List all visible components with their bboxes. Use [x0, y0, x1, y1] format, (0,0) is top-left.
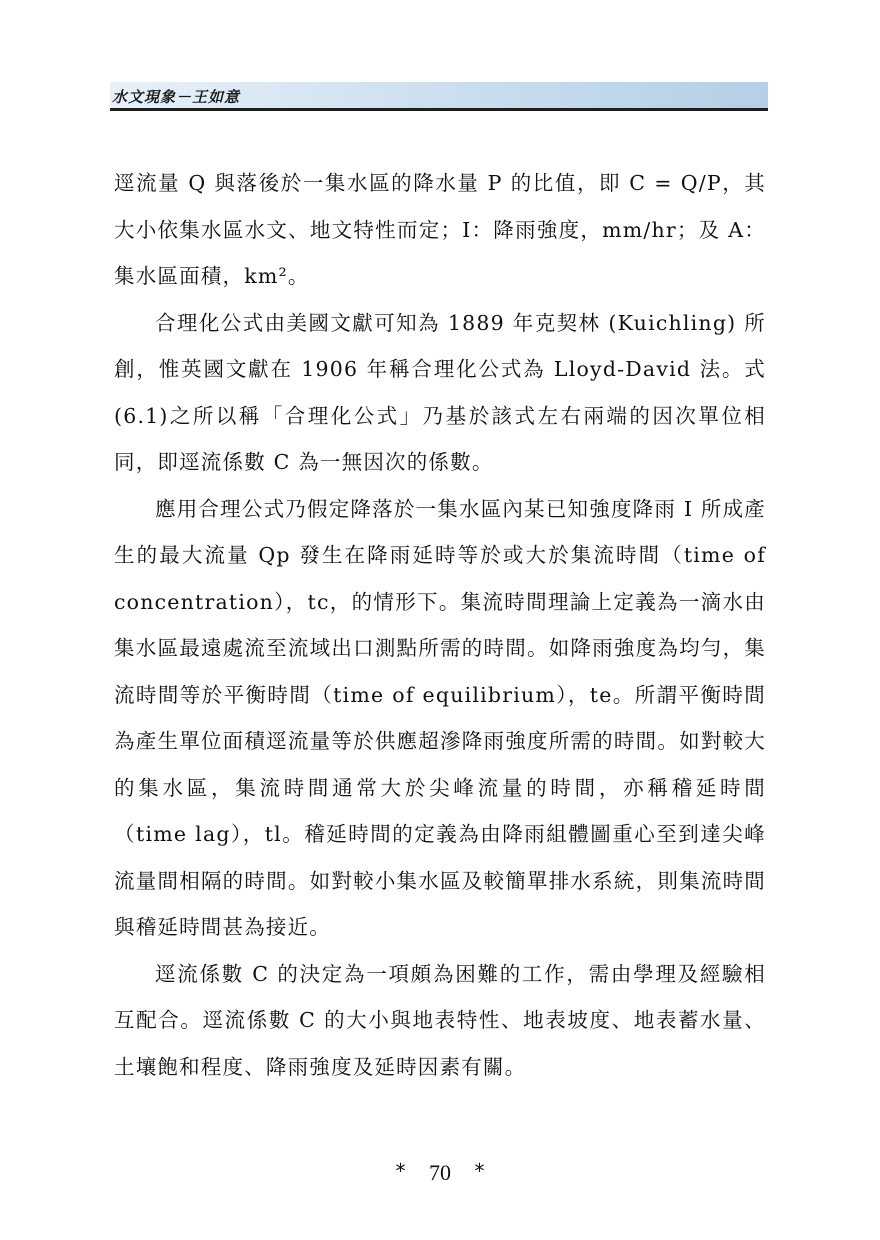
- paragraph-1: 逕流量 Q 與落後於一集水區的降水量 P 的比值，即 C = Q/P，其大小依集水區水文、地文特性而定；I：降雨強度，mm/hr；及 A：集水區面積，km²。: [114, 171, 766, 288]
- body-text: [114, 160, 766, 1090]
- page-number: 70: [429, 1160, 451, 1185]
- paragraph-3: 應用合理公式乃假定降落於一集水區內某已知強度降雨 I 所成產生的最大流量 Qp 發生在降雨延時等於或大於集流時間（time of concentration），tc，的情形下。集流時間理論上定義為一滴水由集水區最遠處流至流域出口測點所需的時間。如降雨強度為均勻，集流時間等於平衡時間（time of equilibrium），te。所謂平衡時間為產生單位面積逕流量等於供應超滲降雨強度所需的時間。如對較大的集水區，集流時間通常大於尖峰流量的時間，亦稱稽延時間（time lag），tl。稽延時間的定義為由降雨組體圖重心至到達尖峰流量間相隔的時間。如對較小集水區及較簡單排水系統，則集流時間與稽延時間甚為接近。: [114, 496, 766, 939]
- right-star-mark: *: [474, 1159, 485, 1183]
- paragraph-4: 逕流係數 C 的決定為一項頗為困難的工作，需由學理及經驗相互配合。逕流係數 C 的大小與地表特性、地表坡度、地表蓄水量、土壤飽和程度、降雨強度及延時因素有關。: [114, 961, 766, 1079]
- running-header-title: 水文現象－王如意: [112, 88, 241, 106]
- page-footer: [0, 1160, 880, 1186]
- left-star-mark: *: [395, 1159, 406, 1183]
- paragraph-2: 合理化公式由美國文獻可知為 1889 年克契林 (Kuichling) 所創，惟英國文獻在 1906 年稱合理化公式為 Lloyd-David 法。式(6.1)之所以稱「合理化公式」乃基於該式左右兩端的因次單位相同，即逕流係數 C 為一無因次的係數。: [114, 310, 766, 474]
